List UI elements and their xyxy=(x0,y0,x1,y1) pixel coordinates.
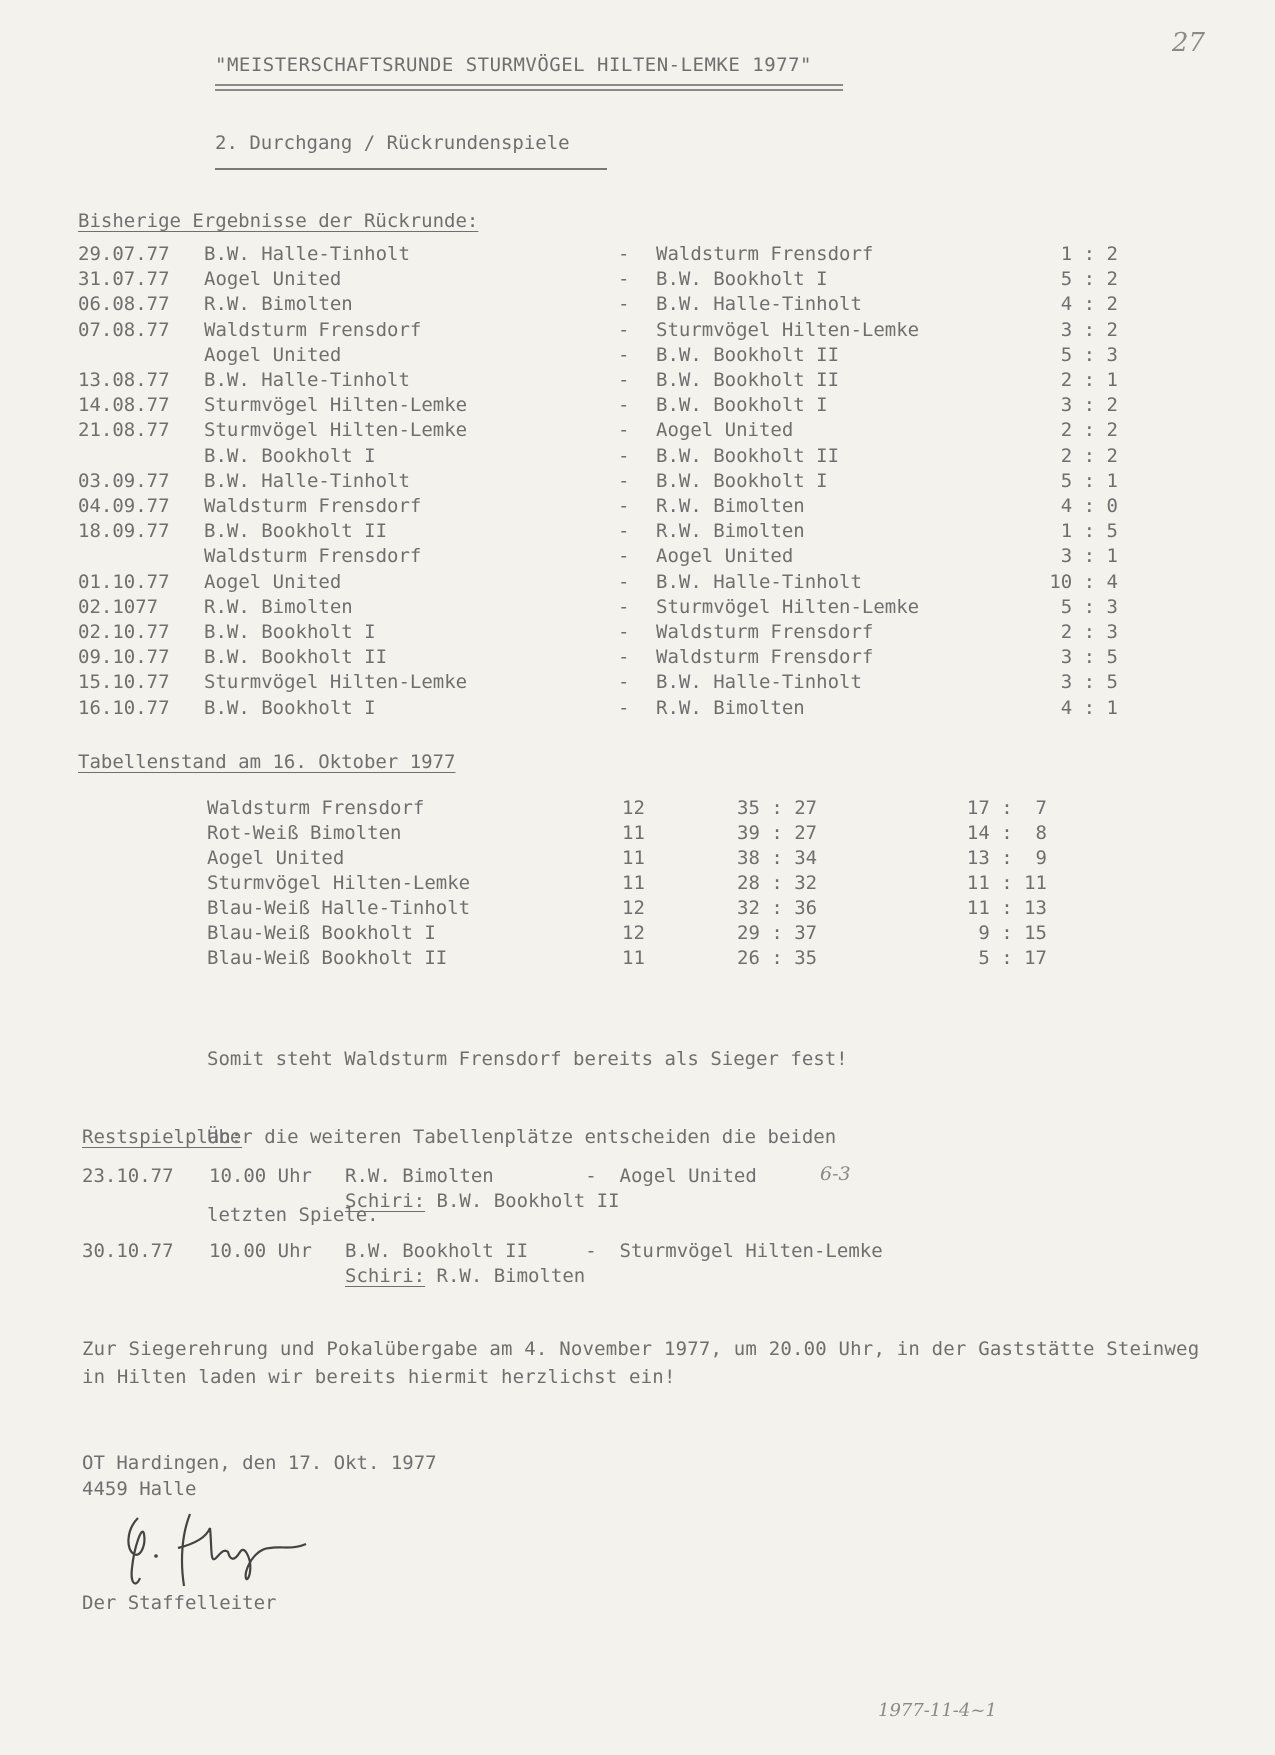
standings-team: Aogel United xyxy=(207,847,345,869)
result-home-team: B.W. Bookholt I xyxy=(204,444,376,467)
result-score: 3 : 2 xyxy=(1060,318,1118,341)
result-separator: - xyxy=(618,369,630,391)
result-away-team: B.W. Halle-Tinholt xyxy=(656,570,862,593)
document-subtitle: 2. Durchgang / Rückrundenspiele xyxy=(215,132,570,154)
standings-team: Sturmvögel Hilten-Lemke xyxy=(207,872,471,894)
result-row xyxy=(78,596,1118,621)
result-separator: - xyxy=(618,646,630,669)
result-separator: - xyxy=(618,545,630,568)
result-date: 15.10.77 xyxy=(78,671,170,694)
place-and-date: OT Hardingen, den 17. Okt. 1977 xyxy=(82,1452,437,1474)
result-separator: - xyxy=(618,469,630,492)
result-score: 5 : 3 xyxy=(1060,343,1118,366)
title-underline-2 xyxy=(215,89,843,91)
schedule-date: 30.10.77 xyxy=(82,1240,174,1262)
standings-row xyxy=(207,897,1047,922)
result-separator: - xyxy=(618,495,630,517)
result-row xyxy=(78,671,1118,696)
result-score: 2 : 3 xyxy=(1060,621,1118,643)
standings-row xyxy=(207,922,1047,947)
result-separator: - xyxy=(618,671,630,694)
document-title: "MEISTERSCHAFTSRUNDE STURMVÖGEL HILTEN-LEMKE 1977" xyxy=(215,54,812,76)
result-score: 3 : 5 xyxy=(1060,646,1118,669)
schedule-time: 10.00 Uhr xyxy=(209,1240,312,1262)
standings-goals: 29 : 37 xyxy=(737,922,818,944)
signature-image xyxy=(120,1508,325,1593)
result-separator: - xyxy=(618,343,630,366)
result-home-team: Aogel United xyxy=(204,343,342,366)
result-home-team: B.W. Halle-Tinholt xyxy=(204,369,410,391)
referee-name: R.W. Bimolten xyxy=(436,1265,586,1287)
standings-points: 5 : 17 xyxy=(978,947,1047,969)
result-date: 07.08.77 xyxy=(78,318,170,341)
standings-goals: 39 : 27 xyxy=(737,822,818,844)
result-away-team: B.W. Bookholt II xyxy=(656,369,840,391)
result-separator: - xyxy=(618,394,630,417)
result-date: 21.08.77 xyxy=(78,419,170,442)
result-score: 4 : 2 xyxy=(1060,293,1118,316)
subtitle-underline xyxy=(215,168,607,170)
invitation-text: Zur Siegerehrung und Pokalübergabe am 4. November 1977, um 20.00 Uhr, in der Gaststätte Steinweg in Hilten laden wir bereits hiermit herzlichst ein! xyxy=(82,1338,1200,1388)
standings-row xyxy=(207,822,1047,847)
result-home-team: R.W. Bimolten xyxy=(204,595,353,618)
referee-name: B.W. Bookholt II xyxy=(436,1190,620,1212)
result-date: 18.09.77 xyxy=(78,520,170,543)
result-separator: - xyxy=(618,268,630,291)
standings-team: Blau-Weiß Bookholt I xyxy=(207,922,436,944)
result-date: 04.09.77 xyxy=(78,495,170,517)
result-home-team: B.W. Halle-Tinholt xyxy=(204,243,410,265)
result-score: 3 : 1 xyxy=(1060,545,1118,568)
result-row xyxy=(78,697,1118,722)
result-date: 06.08.77 xyxy=(78,293,170,316)
remark-line: Somit steht Waldsturm Frensdorf bereits als Sieger fest! xyxy=(207,1048,848,1070)
standings-games: 11 xyxy=(622,947,645,969)
result-date: 09.10.77 xyxy=(78,646,170,669)
result-row xyxy=(78,495,1118,520)
page-number: 27 xyxy=(1171,28,1205,58)
standings-row xyxy=(207,847,1047,872)
result-score: 5 : 3 xyxy=(1060,595,1118,618)
result-row xyxy=(78,394,1118,419)
result-away-team: Aogel United xyxy=(656,419,794,442)
standings-row xyxy=(207,947,1047,972)
result-separator: - xyxy=(618,595,630,618)
results-heading: Bisherige Ergebnisse der Rückrunde: xyxy=(78,210,479,232)
result-separator: - xyxy=(618,243,630,265)
result-row xyxy=(78,470,1118,495)
result-date: 14.08.77 xyxy=(78,394,170,417)
result-score: 5 : 1 xyxy=(1060,469,1118,492)
result-date: 01.10.77 xyxy=(78,570,170,593)
archive-note: 1977-11-4~1 xyxy=(878,1700,997,1721)
standings-team: Blau-Weiß Halle-Tinholt xyxy=(207,897,471,919)
result-home-team: Waldsturm Frensdorf xyxy=(204,495,422,517)
result-away-team: B.W. Halle-Tinholt xyxy=(656,671,862,694)
standings-points: 11 : 11 xyxy=(966,872,1047,894)
standings-games: 12 xyxy=(622,922,645,944)
result-separator: - xyxy=(618,570,630,593)
result-away-team: R.W. Bimolten xyxy=(656,696,805,719)
schedule-referee xyxy=(345,1265,585,1287)
standings-points: 13 : 9 xyxy=(966,847,1047,869)
result-separator: - xyxy=(618,318,630,341)
result-row xyxy=(78,621,1118,646)
standings-points: 9 : 15 xyxy=(978,922,1047,944)
result-separator: - xyxy=(618,621,630,643)
result-score: 4 : 1 xyxy=(1060,696,1118,719)
standings-row xyxy=(207,872,1047,897)
result-date: 31.07.77 xyxy=(78,268,170,291)
result-score: 5 : 2 xyxy=(1060,268,1118,291)
schedule-date: 23.10.77 xyxy=(82,1165,174,1187)
schedule-match: R.W. Bimolten - Aogel United xyxy=(345,1165,757,1187)
result-row xyxy=(78,344,1118,369)
result-home-team: B.W. Bookholt II xyxy=(204,520,388,543)
schedule-heading: Restspielplan: xyxy=(82,1126,243,1148)
result-score: 10 : 4 xyxy=(1049,570,1118,593)
result-row xyxy=(78,243,1118,268)
standings-goals: 35 : 27 xyxy=(737,797,818,819)
standings-games: 11 xyxy=(622,822,645,844)
result-date: 13.08.77 xyxy=(78,369,170,391)
standings-heading: Tabellenstand am 16. Oktober 1977 xyxy=(78,751,456,773)
result-score: 3 : 5 xyxy=(1060,671,1118,694)
standings-games: 12 xyxy=(622,897,645,919)
result-date: 03.09.77 xyxy=(78,469,170,492)
result-score: 1 : 5 xyxy=(1060,520,1118,543)
schedule-match: B.W. Bookholt II - Sturmvögel Hilten-Lemke xyxy=(345,1240,883,1262)
result-separator: - xyxy=(618,293,630,316)
standings-team: Blau-Weiß Bookholt II xyxy=(207,947,448,969)
result-away-team: B.W. Bookholt I xyxy=(656,394,828,417)
result-score: 3 : 2 xyxy=(1060,394,1118,417)
referee-label: Schiri: xyxy=(345,1265,426,1287)
standings-goals: 38 : 34 xyxy=(737,847,818,869)
result-date: 29.07.77 xyxy=(78,243,170,265)
result-score: 2 : 2 xyxy=(1060,419,1118,442)
standings-games: 11 xyxy=(622,872,645,894)
result-away-team: Waldsturm Frensdorf xyxy=(656,646,874,669)
standings-goals: 32 : 36 xyxy=(737,897,818,919)
referee-label: Schiri: xyxy=(345,1190,426,1212)
schedule-time: 10.00 Uhr xyxy=(209,1165,312,1187)
result-away-team: Aogel United xyxy=(656,545,794,568)
schedule-handwritten-result: 6-3 xyxy=(820,1163,851,1185)
result-score: 2 : 1 xyxy=(1060,369,1118,391)
zip-city: 4459 Halle xyxy=(82,1478,197,1500)
standings-row xyxy=(207,797,1047,822)
result-away-team: B.W. Bookholt II xyxy=(656,444,840,467)
result-row xyxy=(78,571,1118,596)
result-date: 02.10.77 xyxy=(78,621,170,643)
result-away-team: B.W. Bookholt I xyxy=(656,469,828,492)
result-away-team: Waldsturm Frensdorf xyxy=(656,243,874,265)
result-home-team: Sturmvögel Hilten-Lemke xyxy=(204,671,468,694)
result-row xyxy=(78,293,1118,318)
standings-goals: 26 : 35 xyxy=(737,947,818,969)
standings-games: 12 xyxy=(622,797,645,819)
result-away-team: B.W. Halle-Tinholt xyxy=(656,293,862,316)
result-separator: - xyxy=(618,696,630,719)
schedule-referee xyxy=(345,1190,620,1212)
result-row xyxy=(78,319,1118,344)
result-home-team: R.W. Bimolten xyxy=(204,293,353,316)
result-away-team: Waldsturm Frensdorf xyxy=(656,621,874,643)
result-away-team: Sturmvögel Hilten-Lemke xyxy=(656,595,920,618)
result-row xyxy=(78,520,1118,545)
result-away-team: Sturmvögel Hilten-Lemke xyxy=(656,318,920,341)
result-home-team: B.W. Halle-Tinholt xyxy=(204,469,410,492)
result-home-team: Sturmvögel Hilten-Lemke xyxy=(204,394,468,417)
result-home-team: Aogel United xyxy=(204,268,342,291)
result-away-team: B.W. Bookholt II xyxy=(656,343,840,366)
standings-points: 17 : 7 xyxy=(966,797,1047,819)
result-home-team: B.W. Bookholt II xyxy=(204,646,388,669)
result-away-team: R.W. Bimolten xyxy=(656,520,805,543)
remark-line: Über die weiteren Tabellenplätze entscheiden die beiden xyxy=(207,1126,837,1148)
result-separator: - xyxy=(618,520,630,543)
result-row xyxy=(78,545,1118,570)
result-row xyxy=(78,419,1118,444)
standings-goals: 28 : 32 xyxy=(737,872,818,894)
result-score: 1 : 2 xyxy=(1060,243,1118,265)
result-home-team: Sturmvögel Hilten-Lemke xyxy=(204,419,468,442)
result-date: 02.1077 xyxy=(78,595,159,618)
title-underline xyxy=(215,84,843,86)
result-row xyxy=(78,445,1118,470)
result-row xyxy=(78,369,1118,394)
signatory-role: Der Staffelleiter xyxy=(82,1592,277,1614)
result-away-team: B.W. Bookholt I xyxy=(656,268,828,291)
standings-points: 11 : 13 xyxy=(966,897,1047,919)
result-date: 16.10.77 xyxy=(78,696,170,719)
standings-points: 14 : 8 xyxy=(966,822,1047,844)
result-home-team: Waldsturm Frensdorf xyxy=(204,318,422,341)
standings-team: Waldsturm Frensdorf xyxy=(207,797,425,819)
result-score: 4 : 0 xyxy=(1060,495,1118,517)
remark-line: letzten Spiele. xyxy=(207,1204,379,1226)
standings-remark xyxy=(207,994,848,1280)
result-home-team: B.W. Bookholt I xyxy=(204,621,376,643)
standings-games: 11 xyxy=(622,847,645,869)
result-row xyxy=(78,268,1118,293)
result-separator: - xyxy=(618,444,630,467)
result-score: 2 : 2 xyxy=(1060,444,1118,467)
result-row xyxy=(78,646,1118,671)
result-separator: - xyxy=(618,419,630,442)
result-home-team: Aogel United xyxy=(204,570,342,593)
standings-team: Rot-Weiß Bimolten xyxy=(207,822,402,844)
result-home-team: Waldsturm Frensdorf xyxy=(204,545,422,568)
result-home-team: B.W. Bookholt I xyxy=(204,696,376,719)
result-away-team: R.W. Bimolten xyxy=(656,495,805,517)
